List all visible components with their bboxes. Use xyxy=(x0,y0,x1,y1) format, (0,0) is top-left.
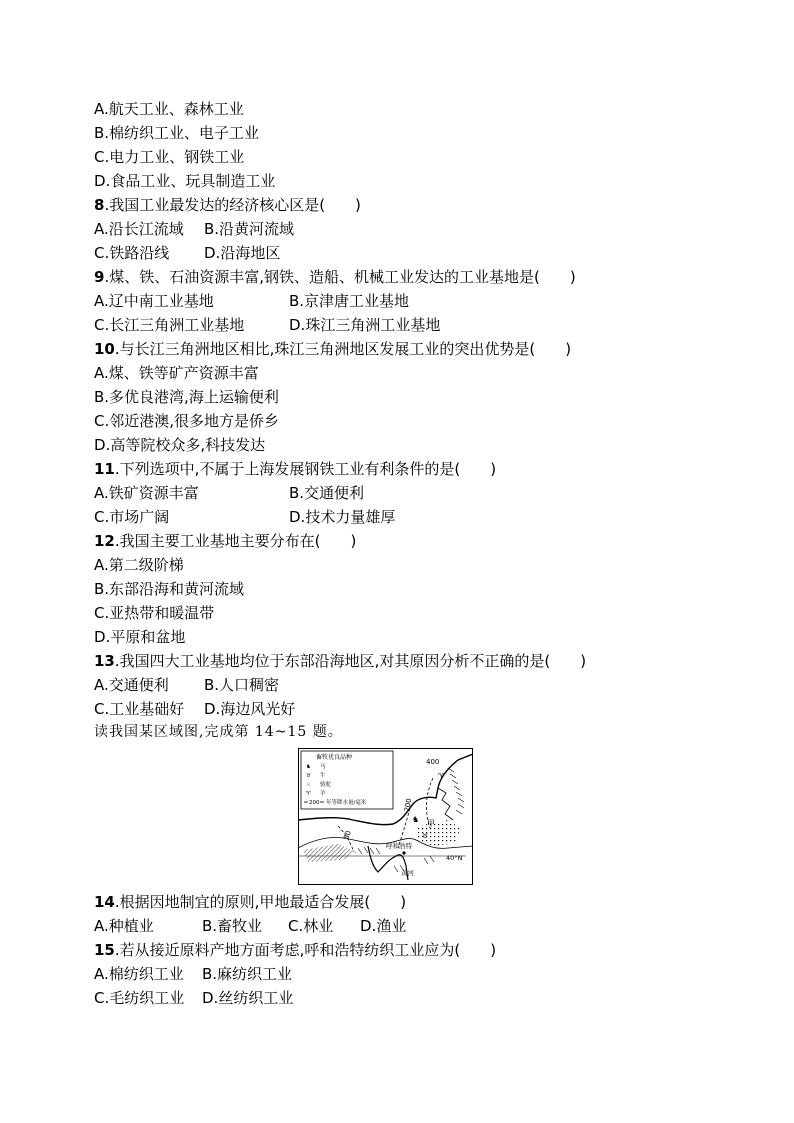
livestock-icon: ♈ xyxy=(438,772,445,780)
question-number: 11 xyxy=(94,460,115,478)
question-number: 15 xyxy=(94,941,115,959)
livestock-icon: ♞ xyxy=(412,815,420,824)
question-text: .我国四大工业基地均位于东部沿海地区,对其原因分析不正确的是( ) xyxy=(114,652,587,670)
question-text: .若从接近原料产地方面考虑,呼和浩特纺织工业应为( ) xyxy=(114,941,497,959)
option-a: A.铁矿资源丰富 xyxy=(94,484,199,502)
livestock-icon: ♉ xyxy=(422,832,429,840)
question-10-option-a: A.煤、铁等矿产资源丰富 xyxy=(94,364,259,382)
option-d: D.珠江三角洲工业基地 xyxy=(289,316,441,334)
option-c: C.长江三角洲工业基地 xyxy=(94,316,245,334)
question-14-stem xyxy=(94,890,406,914)
option-a: A.沿长江流域 xyxy=(94,220,184,238)
option-d: D.渔业 xyxy=(360,917,407,935)
question-text: .我国工业最发达的经济核心区是( ) xyxy=(104,196,361,214)
question-11-options-row-1 xyxy=(94,481,364,505)
question-number: 8 xyxy=(94,196,105,214)
question-12-stem xyxy=(94,529,356,553)
question-10-option-c: C.邻近港澳,很多地方是侨乡 xyxy=(94,412,280,430)
question-10-option-b: B.多优良港湾,海上运输便利 xyxy=(94,388,279,406)
question-number: 13 xyxy=(94,652,115,670)
option-a: A.交通便利 xyxy=(94,676,169,694)
option-d: D.海边风光好 xyxy=(204,700,296,718)
isoline-label-200: 200 xyxy=(403,797,414,813)
isoline-label-400: 400 xyxy=(426,758,440,766)
option-c: C.毛纺织工业 xyxy=(94,989,185,1007)
question-text: .煤、铁、石油资源丰富,钢铁、造船、机械工业发达的工业基地是( ) xyxy=(104,268,576,286)
question-8-options-row-1 xyxy=(94,217,294,241)
legend-camel: 骆驼 xyxy=(320,782,332,788)
question-8-stem xyxy=(94,193,361,217)
region-map xyxy=(298,748,473,885)
camel-icon: ♘ xyxy=(306,782,311,788)
option-b: B.京津唐工业基地 xyxy=(289,292,410,310)
question-text: .与长江三角洲地区相比,珠江三角洲地区发展工业的突出优势是( ) xyxy=(114,340,572,358)
city-hohhot-label: 呼和浩特 xyxy=(386,842,412,850)
question-12-option-c: C.亚热带和暖温带 xyxy=(94,604,215,622)
option-a: A.棉纺织工业 xyxy=(94,965,184,983)
horse-icon: ♞ xyxy=(306,764,311,770)
question-number: 10 xyxy=(94,340,115,358)
option-c: C.工业基础好 xyxy=(94,700,185,718)
question-number: 12 xyxy=(94,532,115,550)
river-label: 黄河 xyxy=(401,869,414,877)
option-b: B.畜牧业 xyxy=(202,917,263,935)
question-13-options-row-2 xyxy=(94,697,295,721)
legend-isoline-label: 年等降水量/毫米 xyxy=(326,800,367,806)
option-d: D.沿海地区 xyxy=(204,244,281,262)
question-13-options-row-1 xyxy=(94,673,279,697)
option-a: A.种植业 xyxy=(94,917,154,935)
option-d: D.技术力量雄厚 xyxy=(289,508,396,526)
option-b: B.交通便利 xyxy=(289,484,365,502)
legend-horse: 马 xyxy=(320,764,326,770)
legend-cattle: 牛 xyxy=(320,773,326,779)
isoline-label-50: 50 xyxy=(342,829,353,841)
city-hohhot-dot xyxy=(402,851,405,854)
latitude-label: 40°N xyxy=(446,854,463,862)
question-12-option-d: D.平原和盆地 xyxy=(94,628,186,646)
option-b: B.麻纺织工业 xyxy=(202,965,293,983)
q7-option-b: B.棉纺织工业、电子工业 xyxy=(94,124,260,142)
legend-title: 畜牧优良品种 xyxy=(316,754,353,761)
option-c: C.铁路沿线 xyxy=(94,244,170,262)
question-13-stem xyxy=(94,649,586,673)
question-8-options-row-2 xyxy=(94,241,280,265)
question-text: .根据因地制宜的原则,甲地最适合发展( ) xyxy=(114,893,407,911)
q7-option-a: A.航天工业、森林工业 xyxy=(94,100,244,118)
question-9-options-row-2 xyxy=(94,313,440,337)
q7-option-c: C.电力工业、钢铁工业 xyxy=(94,148,245,166)
sheep-icon: ♈ xyxy=(306,791,311,797)
question-15-options-row-2 xyxy=(94,986,293,1010)
question-11-options-row-2 xyxy=(94,505,395,529)
question-12-option-b: B.东部沿海和黄河流域 xyxy=(94,580,245,598)
q7-option-d: D.食品工业、玩具制造工业 xyxy=(94,172,276,190)
option-c: C.市场广阔 xyxy=(94,508,170,526)
question-12-option-a: A.第二级阶梯 xyxy=(94,556,184,574)
question-11-stem xyxy=(94,457,496,481)
legend-isoline-sample: 200 xyxy=(309,800,320,806)
question-text: .下列选项中,不属于上海发展钢铁工业有利条件的是( ) xyxy=(114,460,497,478)
option-a: A.辽中南工业基地 xyxy=(94,292,214,310)
legend-sheep: 羊 xyxy=(320,791,326,797)
question-9-stem xyxy=(94,265,576,289)
cattle-icon: ♉ xyxy=(306,773,311,779)
option-b: B.人口稠密 xyxy=(204,676,280,694)
question-9-options-row-1 xyxy=(94,289,409,313)
question-15-options-row-1 xyxy=(94,962,292,986)
map-question-intro: 读我国某区域图,完成第 14~15 题。 xyxy=(94,724,343,740)
question-14-options xyxy=(94,914,406,938)
question-10-option-d: D.高等院校众多,科技发达 xyxy=(94,436,266,454)
option-b: B.沿黄河流域 xyxy=(204,220,295,238)
question-text: .我国主要工业基地主要分布在( ) xyxy=(114,532,357,550)
question-15-stem xyxy=(94,938,496,962)
place-jia-label: 甲 xyxy=(427,819,435,828)
question-number: 14 xyxy=(94,893,115,911)
question-10-stem xyxy=(94,337,571,361)
option-c: C.林业 xyxy=(288,917,334,935)
question-number: 9 xyxy=(94,268,105,286)
option-d: D.丝纺织工业 xyxy=(202,989,294,1007)
